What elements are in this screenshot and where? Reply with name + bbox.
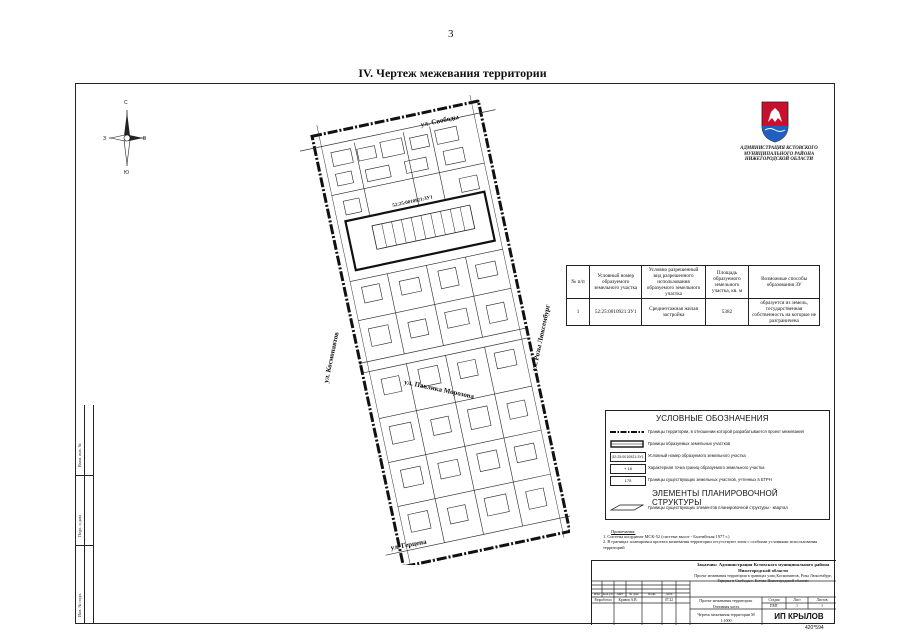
legend-symbol: + 16	[610, 464, 646, 474]
stamp-head: Изм.	[593, 592, 601, 596]
street-lyuksemburg: ул. Розы Люксембург	[530, 303, 552, 372]
legend-title: УСЛОВНЫЕ ОБОЗНАЧЕНИЯ	[656, 414, 769, 423]
page-title: IV. Чертеж межевания территории	[358, 66, 547, 80]
stamp-project: Проект межевания территории в границах улиц Космонавтов, Розы Люксембург, Герцена и Свободы г. Кстово Нижегородской области	[694, 573, 832, 583]
compass-south: Ю	[124, 170, 130, 176]
stamp-customer: Заказчик: Администрация Кстовского муниципального района Нижегородской области	[696, 562, 830, 573]
notes-heading: Примечания:	[611, 529, 636, 534]
legend-symbol: 175	[610, 476, 646, 486]
stamp-head: Кол.уч.	[602, 592, 614, 596]
stamp-section: Проект межевания территории. Основная часть	[699, 598, 753, 609]
stamp-stage-head: Стадия	[768, 597, 780, 602]
legend-item	[608, 503, 829, 513]
compass-east: В	[143, 136, 147, 142]
street-gertsena: ул. Герцена	[390, 537, 428, 552]
table-cell: 52:25:0010921:ЗУ1	[590, 299, 642, 326]
legend-symbol: 52:25:0010921:ЗУ1	[610, 452, 646, 462]
legend-item	[608, 475, 829, 485]
stamp-stage: ПМТ	[770, 603, 778, 608]
side-label: Подп. и дата	[77, 514, 82, 537]
table-cell: Среднеэтажная жилая застройка	[642, 299, 705, 326]
stamp-developer: Кривов А.В.	[618, 598, 638, 602]
table-cell: 1	[567, 299, 590, 326]
table-cell: образуется из земель, государственная собственность на которые не разграничена	[749, 299, 820, 326]
street-svobody: ул. Свободы	[420, 112, 460, 129]
stamp-sheet-head: Лист	[793, 597, 801, 602]
legend-text: Границы существующих элементов планировочной структуры - квартал	[648, 505, 788, 510]
stamp-head: Подп.	[647, 592, 657, 596]
side-label: Взам. инв. №	[77, 443, 82, 467]
stamp-drawing: Чертеж межевания территории М 1:1000	[697, 612, 755, 623]
stamp-company: ИП КРЫЛОВ	[774, 612, 824, 621]
col-method: Возможные способы образования ЗУ	[749, 266, 820, 299]
legend-text: Границы существующих земельных участков, учтенных в ЕГРН	[648, 477, 772, 482]
notes	[603, 529, 818, 550]
cadastral-map	[300, 95, 570, 565]
col-use: Условно разрешенный вид разрешенного использования образуемого земельного участка	[642, 266, 705, 299]
parcel-table	[566, 265, 820, 326]
legend-text: Условный номер образуемого земельного участка	[648, 453, 746, 458]
table-row	[567, 299, 820, 326]
stamp-developed: Разработал	[594, 598, 612, 602]
legend	[605, 410, 830, 520]
stamp-sheets: 1	[821, 603, 823, 608]
format-label: 420*594	[805, 625, 824, 631]
col-num: № п/п	[567, 266, 590, 299]
stamp-head: Лист	[616, 592, 624, 596]
col-number: Условный номер образуемого земельного участка	[590, 266, 642, 299]
table-cell: 5382	[705, 299, 748, 326]
stamp-date: 07.22	[664, 598, 674, 602]
legend-text: Границы образуемых земельных участков	[648, 441, 731, 446]
note-line: 1. Система координат МСК-52 (система высот - Балтийская 1977 г.)	[603, 534, 730, 540]
compass-north: С	[124, 100, 128, 106]
stamp-sheets-head: Листов	[816, 597, 828, 602]
stamp-sheet: 1	[796, 603, 798, 608]
legend-item	[608, 427, 829, 437]
side-strip	[75, 405, 102, 624]
legend-text: Характерная точка границ образуемого земельного участка	[648, 465, 765, 470]
parcel-boundary-icon	[610, 440, 644, 448]
parcel-label: 52:25:0010921:ЗУ1	[392, 195, 434, 209]
legend-structure-title: ЭЛЕМЕНТЫ ПЛАНИРОВОЧНОЙ СТРУКТУРЫ	[652, 489, 778, 507]
side-label: Инв. № подл.	[77, 593, 82, 617]
title-block	[591, 560, 836, 625]
block-boundary-icon	[610, 504, 644, 512]
coat-of-arms-icon	[760, 100, 790, 144]
note-line: 2. В границах планировки проекта межевания территории отсутствуют зоны с особыми условиями использования территорий	[603, 539, 818, 550]
coat-of-arms-caption: АДМИНИСТРАЦИЯ КСТОВСКОГО МУНИЦИПАЛЬНОГО РАЙОНА НИЖЕГОРОДСКОЙ ОБЛАСТИ	[740, 146, 818, 163]
col-area: Площадь образуемого земельного участка, кв. м	[705, 266, 748, 299]
legend-item	[608, 439, 829, 449]
legend-text: Границы территории, в отношении которой разрабатывается проект межевания	[648, 429, 804, 434]
legend-item	[608, 451, 829, 461]
boundary-dashdot-icon	[610, 428, 644, 436]
stamp-head: Дата	[665, 592, 673, 596]
street-kosmonavtov: ул. Космонавтов	[322, 331, 341, 384]
stamp-head: № док.	[629, 592, 639, 596]
legend-item	[608, 463, 829, 473]
street-morozova: ул. Павлика Морозова	[403, 378, 475, 401]
page-number: 3	[448, 28, 454, 40]
compass-west: З	[103, 136, 107, 142]
